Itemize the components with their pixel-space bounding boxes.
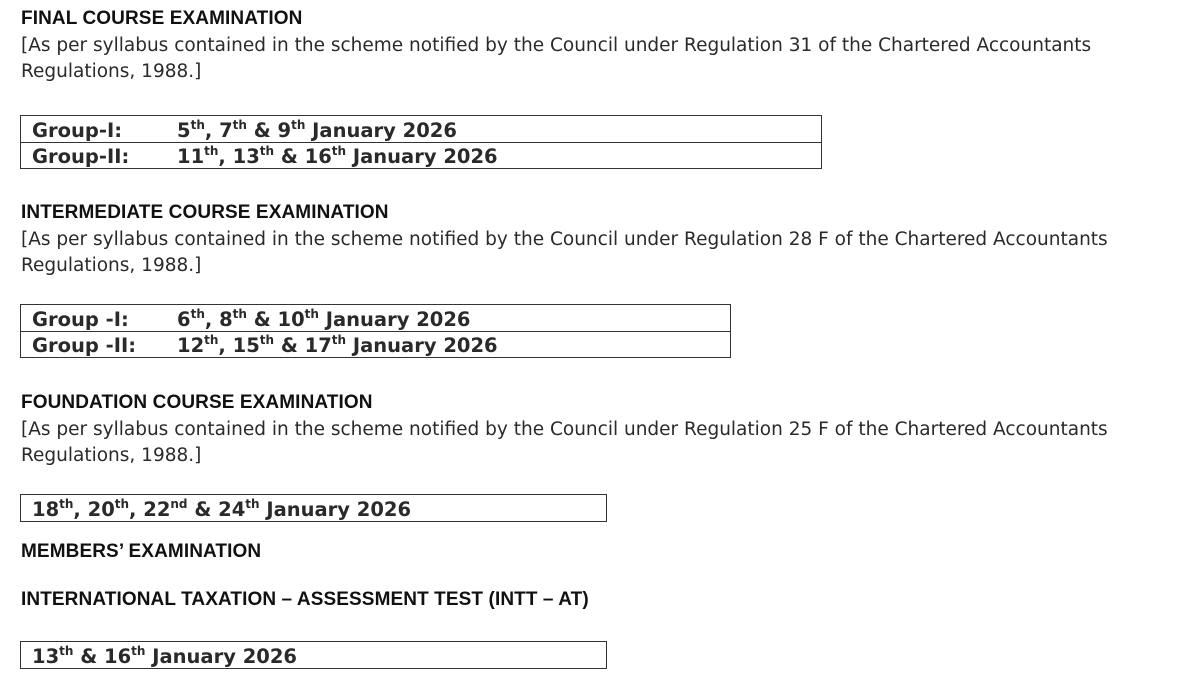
date-suffix: th — [259, 144, 275, 158]
intermediate-course-note: [As per syllabus contained in the scheme notified by the Council under Regulation 28 F of the Chartered Accountants Regulations, 1988.] — [21, 229, 1108, 276]
date-day: 16 — [104, 645, 132, 668]
date-day: 13 — [32, 645, 60, 668]
date-suffix: th — [232, 118, 247, 132]
final-group-2-row — [21, 142, 821, 168]
members-examination-heading: MEMBERS’ EXAMINATION — [21, 541, 262, 562]
date-suffix: th — [59, 497, 74, 511]
date-day: 17 — [304, 334, 332, 357]
exam-dates: 18th, 20th, 22nd & 24th January 2026 — [32, 497, 412, 521]
date-day: 9 — [277, 119, 292, 142]
intermediate-schedule-table — [20, 304, 731, 358]
foundation-schedule-table — [20, 494, 607, 522]
date-suffix: th — [131, 644, 146, 658]
date-month-year: January 2026 — [352, 145, 498, 168]
group-label: Group-I: — [32, 119, 123, 142]
date-day: 8 — [219, 308, 233, 331]
date-suffix: th — [190, 118, 205, 132]
date-month-year: January 2026 — [312, 119, 457, 142]
date-suffix: th — [291, 118, 306, 132]
date-suffix: th — [232, 307, 247, 321]
foundation-course-note: [As per syllabus contained in the scheme notified by the Council under Regulation 25 F of the Chartered Accountants Regulations, 1988.] — [21, 419, 1108, 466]
date-day: 10 — [277, 308, 305, 331]
intt-dates-row — [21, 642, 606, 668]
date-day: 12 — [177, 334, 205, 357]
date-day: 24 — [218, 498, 246, 521]
date-month-year: January 2026 — [352, 334, 498, 357]
intermediate-course-heading: INTERMEDIATE COURSE EXAMINATION — [21, 202, 389, 223]
date-month-year: January 2026 — [325, 308, 471, 331]
date-suffix: th — [331, 144, 347, 158]
date-day: 16 — [304, 145, 332, 168]
intt-schedule-table — [20, 641, 607, 669]
date-day: 5 — [177, 119, 191, 142]
group-label: Group -II: — [32, 334, 137, 357]
date-suffix: th — [259, 333, 275, 347]
final-course-note: [As per syllabus contained in the scheme notified by the Council under Regulation 31 of the Chartered Accountants Regulations, 1988.] — [21, 35, 1092, 82]
final-group-1-row — [21, 116, 821, 142]
date-month-year: January 2026 — [266, 498, 412, 521]
final-schedule-table — [20, 115, 822, 169]
exam-dates: 5th, 7th & 9th January 2026 — [177, 118, 457, 142]
date-suffix: th — [204, 144, 219, 158]
date-day: 22 — [143, 498, 171, 521]
intermediate-group-1-row — [21, 305, 730, 331]
date-month-year: January 2026 — [152, 645, 297, 668]
group-label: Group -I: — [32, 308, 129, 331]
date-day: 11 — [177, 145, 205, 168]
date-day: 20 — [87, 498, 115, 521]
date-suffix: th — [114, 497, 130, 511]
date-day: 6 — [177, 308, 191, 331]
date-day: 18 — [32, 498, 60, 521]
exam-dates: 12th, 15th & 17th January 2026 — [177, 333, 498, 357]
foundation-course-heading: FOUNDATION COURSE EXAMINATION — [21, 392, 373, 413]
exam-dates: 6th, 8th & 10th January 2026 — [177, 307, 471, 331]
date-day: 7 — [219, 119, 233, 142]
date-day: 15 — [232, 334, 260, 357]
exam-dates: 11th, 13th & 16th January 2026 — [177, 144, 498, 168]
date-suffix: th — [331, 333, 347, 347]
date-suffix: th — [59, 644, 74, 658]
intt-at-heading: INTERNATIONAL TAXATION – ASSESSMENT TEST (INTT – AT) — [21, 589, 589, 610]
final-course-heading: FINAL COURSE EXAMINATION — [21, 8, 303, 29]
date-suffix: th — [245, 497, 260, 511]
exam-dates: 13th & 16th January 2026 — [32, 644, 297, 668]
date-suffix: th — [190, 307, 205, 321]
date-suffix: th — [304, 307, 319, 321]
date-suffix: th — [204, 333, 219, 347]
intermediate-group-2-row — [21, 331, 730, 357]
group-label: Group-II: — [32, 145, 130, 168]
date-day: 13 — [232, 145, 260, 168]
foundation-dates-row — [21, 495, 606, 521]
date-suffix: nd — [170, 497, 188, 511]
